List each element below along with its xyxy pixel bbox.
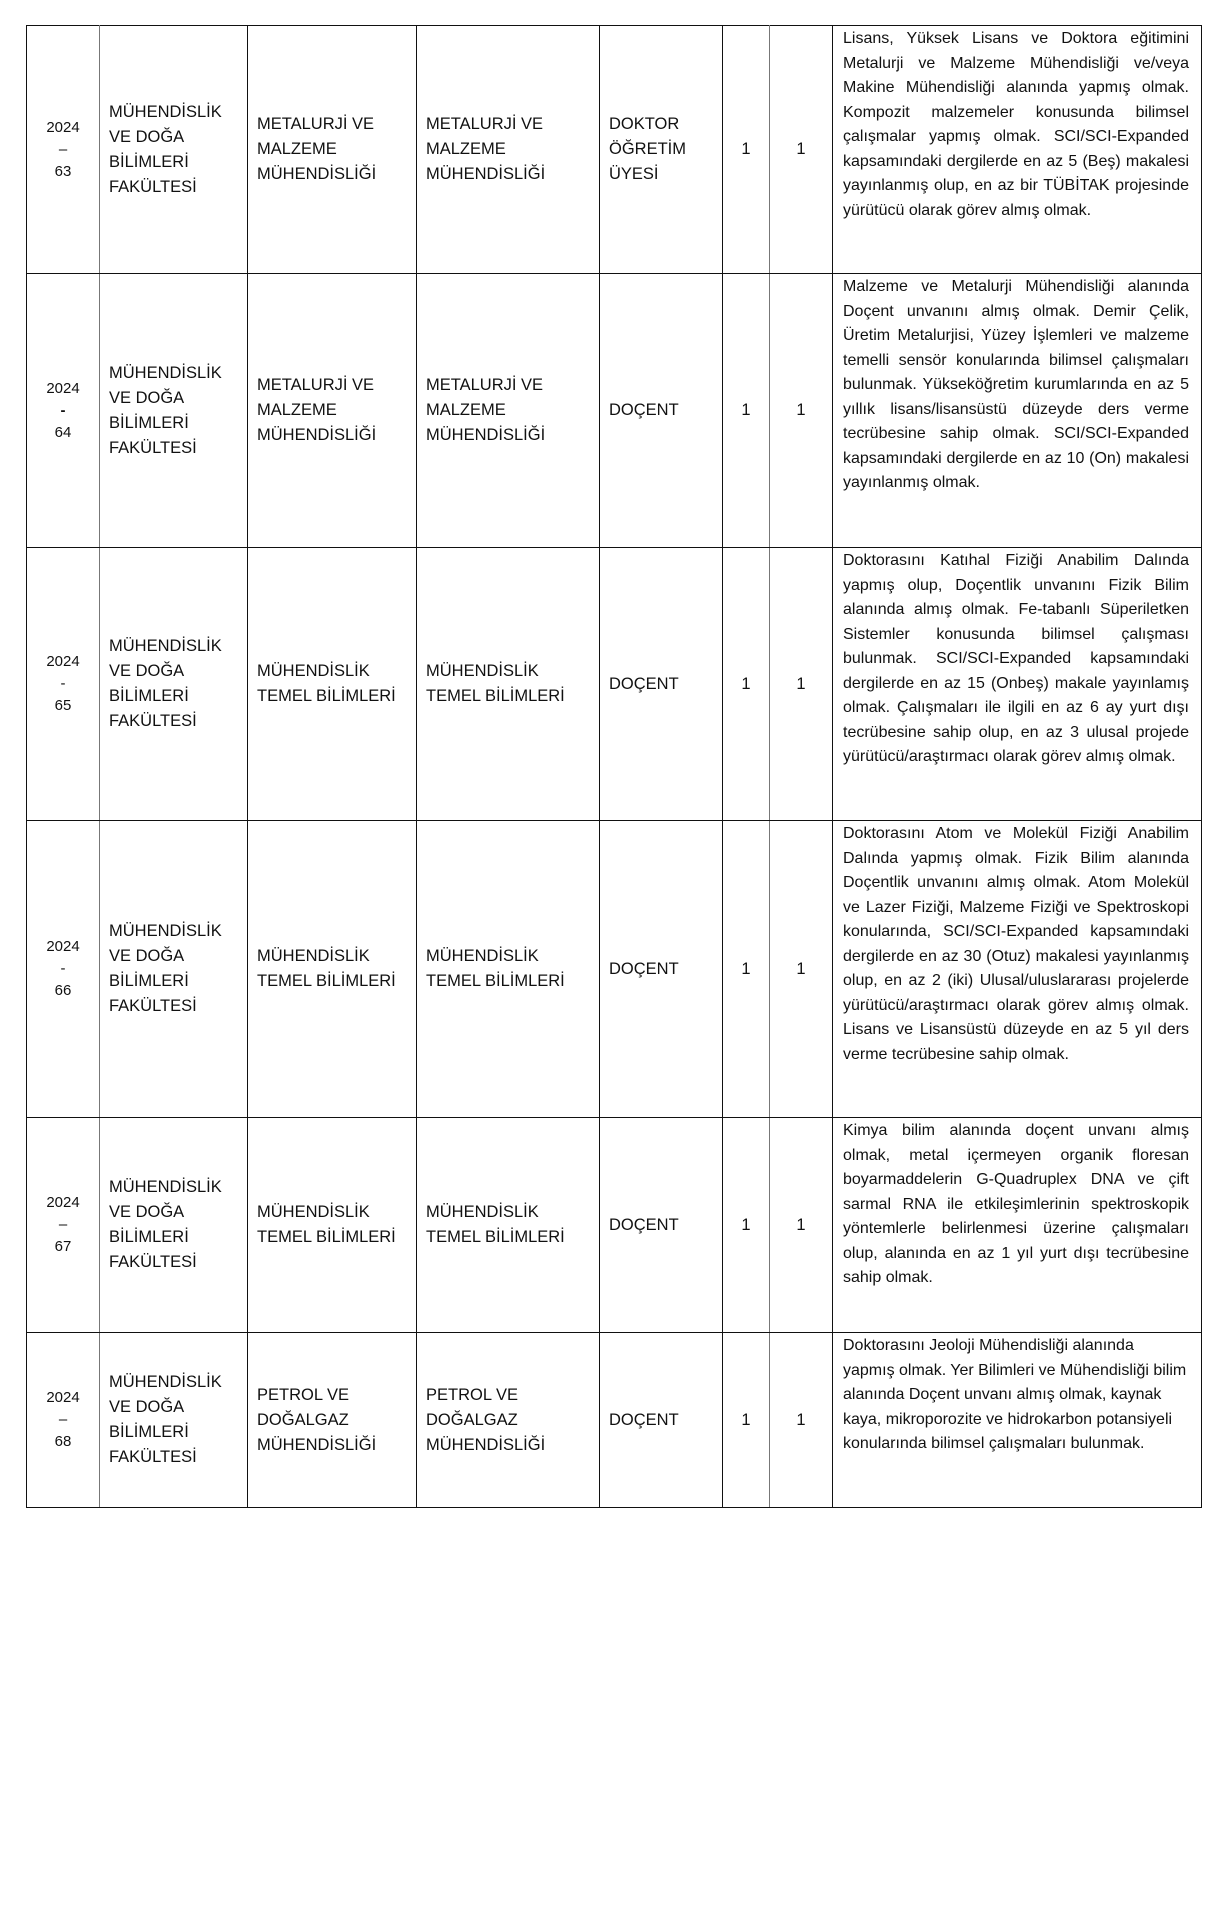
table-row bbox=[27, 26, 1202, 274]
requirements-cell: Kimya bilim alanında doçent unvanı almış olmak, metal içermeyen organik floresan boyarmaddelerin G-Quadruplex DNA ve çift sarmal RNA ile etkileşimlerinin spektroskopik yöntemlerle belirlenmesi üzerine çalışmaları olup, alanında en az 1 yıl yurt dışı tecrübesine sahip olmak. bbox=[833, 1118, 1202, 1333]
count-cell: 1 bbox=[770, 1118, 833, 1333]
title-cell: DOÇENT bbox=[600, 548, 723, 821]
faculty-cell: MÜHENDİSLİK VE DOĞA BİLİMLERİ FAKÜLTESİ bbox=[100, 274, 248, 548]
department-cell: MÜHENDİSLİK TEMEL BİLİMLERİ bbox=[248, 1118, 417, 1333]
table-row bbox=[27, 821, 1202, 1118]
ad-number-separator: - bbox=[60, 675, 66, 692]
program-cell: MÜHENDİSLİK TEMEL BİLİMLERİ bbox=[417, 1118, 600, 1333]
faculty-cell: MÜHENDİSLİK VE DOĞA BİLİMLERİ FAKÜLTESİ bbox=[100, 548, 248, 821]
ad-number-separator: – bbox=[58, 140, 68, 158]
ad-number-year: 2024 bbox=[46, 118, 80, 136]
requirements-cell: Doktorasını Jeoloji Mühendisliği alanında yapmış olmak. Yer Bilimleri ve Mühendisliği bilim alanında Doçent unvanı almış olmak, kaynak kaya, mikroporozite ve hidrokarbon potansiyeli konularında bilimsel çalışmaları bulunmak. bbox=[833, 1333, 1202, 1508]
count-cell: 1 bbox=[770, 26, 833, 274]
title-cell: DOÇENT bbox=[600, 821, 723, 1118]
faculty-cell: MÜHENDİSLİK VE DOĞA BİLİMLERİ FAKÜLTESİ bbox=[100, 1333, 248, 1508]
title-cell: DOÇENT bbox=[600, 1333, 723, 1508]
degree-cell: 1 bbox=[723, 274, 770, 548]
ad-number-seq: 68 bbox=[54, 1433, 72, 1450]
ad-number-seq: 65 bbox=[54, 697, 72, 714]
ad-number-cell bbox=[27, 1118, 100, 1333]
degree-cell: 1 bbox=[723, 1118, 770, 1333]
requirements-cell: Lisans, Yüksek Lisans ve Doktora eğitimini Metalurji ve Malzeme Mühendisliği ve/veya Makine Mühendisliği alanında yapmış olmak. Kompozit malzemeler konusunda bilimsel çalışmalar yapmış olmak. SCI/SCI-Expanded kapsamındaki dergilerde en az 5 (Beş) makalesi yayınlanmış olup, en az bir TÜBİTAK projesinde yürütücü olarak görev almış olmak. bbox=[833, 26, 1202, 274]
ad-number-year: 2024 bbox=[46, 938, 80, 955]
degree-cell: 1 bbox=[723, 821, 770, 1118]
table-row bbox=[27, 1118, 1202, 1333]
ad-number-separator: – bbox=[58, 1216, 68, 1233]
department-cell: MÜHENDİSLİK TEMEL BİLİMLERİ bbox=[248, 821, 417, 1118]
ad-number-cell bbox=[27, 26, 100, 274]
positions-table bbox=[26, 25, 1202, 1508]
department-cell: PETROL VE DOĞALGAZ MÜHENDİSLİĞİ bbox=[248, 1333, 417, 1508]
ad-number-year: 2024 bbox=[46, 1194, 80, 1211]
ad-number-cell bbox=[27, 274, 100, 548]
program-cell: PETROL VE DOĞALGAZ MÜHENDİSLİĞİ bbox=[417, 1333, 600, 1508]
ad-number-year: 2024 bbox=[46, 653, 80, 670]
program-cell: METALURJİ VE MALZEME MÜHENDİSLİĞİ bbox=[417, 26, 600, 274]
ad-number-seq: 67 bbox=[54, 1238, 72, 1255]
title-cell: DOKTOR ÖĞRETİM ÜYESİ bbox=[600, 26, 723, 274]
faculty-cell: MÜHENDİSLİK VE DOĞA BİLİMLERİ FAKÜLTESİ bbox=[100, 1118, 248, 1333]
requirements-cell: Doktorasını Katıhal Fiziği Anabilim Dalında yapmış olup, Doçentlik unvanını Fizik Bilim alanında almış olmak. Fe-tabanlı Süperiletken Sistemler konusunda bilimsel çalışması bulunmak. SCI/SCI-Expanded kapsamındaki dergilerde en az 15 (Onbeş) makale yayınlamış olmak. Çalışmaları ile ilgili en az 6 ay yurt dışı tecrübesine sahip olup, en az 3 ulusal projede yürütücü/araştırmacı olarak görev almış olmak. bbox=[833, 548, 1202, 821]
ad-number-seq: 63 bbox=[54, 162, 72, 180]
ad-number-seq: 64 bbox=[54, 423, 72, 441]
degree-cell: 1 bbox=[723, 548, 770, 821]
program-cell: MÜHENDİSLİK TEMEL BİLİMLERİ bbox=[417, 821, 600, 1118]
requirements-cell: Malzeme ve Metalurji Mühendisliği alanında Doçent unvanını almış olmak. Demir Çelik, Üretim Metalurjisi, Yüzey İşlemleri ve malzeme temelli sensör konularında bilimsel çalışmaları bulunmak. Yükseköğretim kurumlarında en az 5 yıllık lisans/lisansüstü düzeyde ders verme tecrübesine sahip olmak. SCI/SCI-Expanded kapsamındaki dergilerde en az 10 (On) makalesi yayınlanmış olmak. bbox=[833, 274, 1202, 548]
table-body bbox=[27, 26, 1202, 1508]
count-cell: 1 bbox=[770, 821, 833, 1118]
requirements-cell: Doktorasını Atom ve Molekül Fiziği Anabilim Dalında yapmış olmak. Fizik Bilim alanında Doçentlik unvanını almış olmak. Atom Molekül ve Lazer Fiziği, Malzeme Fiziği ve Spektroskopi konularında, SCI/SCI-Expanded kapsamındaki dergilerde en az 30 (Otuz) makalesi yayınlanmış olup, en az 2 (iki) Ulusal/uluslararası projelerde yürütücü/araştırmacı olarak görev almış olmak. Lisans ve Lisansüstü düzeyde en az 5 yıl ders verme tecrübesine sahip olmak. bbox=[833, 821, 1202, 1118]
department-cell: MÜHENDİSLİK TEMEL BİLİMLERİ bbox=[248, 548, 417, 821]
table-row bbox=[27, 1333, 1202, 1508]
faculty-cell: MÜHENDİSLİK VE DOĞA BİLİMLERİ FAKÜLTESİ bbox=[100, 821, 248, 1118]
ad-number-cell bbox=[27, 1333, 100, 1508]
degree-cell: 1 bbox=[723, 26, 770, 274]
department-cell: METALURJİ VE MALZEME MÜHENDİSLİĞİ bbox=[248, 26, 417, 274]
department-cell: METALURJİ VE MALZEME MÜHENDİSLİĞİ bbox=[248, 274, 417, 548]
ad-number-separator: - bbox=[60, 960, 66, 977]
program-cell: METALURJİ VE MALZEME MÜHENDİSLİĞİ bbox=[417, 274, 600, 548]
faculty-cell: MÜHENDİSLİK VE DOĞA BİLİMLERİ FAKÜLTESİ bbox=[100, 26, 248, 274]
ad-number-year: 2024 bbox=[46, 1389, 80, 1406]
ad-number-separator: - bbox=[60, 401, 66, 419]
count-cell: 1 bbox=[770, 274, 833, 548]
program-cell: MÜHENDİSLİK TEMEL BİLİMLERİ bbox=[417, 548, 600, 821]
ad-number-cell bbox=[27, 821, 100, 1118]
count-cell: 1 bbox=[770, 548, 833, 821]
count-cell: 1 bbox=[770, 1333, 833, 1508]
ad-number-seq: 66 bbox=[54, 982, 72, 999]
ad-number-cell bbox=[27, 548, 100, 821]
ad-number-year: 2024 bbox=[46, 379, 80, 397]
ad-number-separator: – bbox=[58, 1411, 68, 1428]
title-cell: DOÇENT bbox=[600, 274, 723, 548]
table-row bbox=[27, 274, 1202, 548]
title-cell: DOÇENT bbox=[600, 1118, 723, 1333]
degree-cell: 1 bbox=[723, 1333, 770, 1508]
table-row bbox=[27, 548, 1202, 821]
